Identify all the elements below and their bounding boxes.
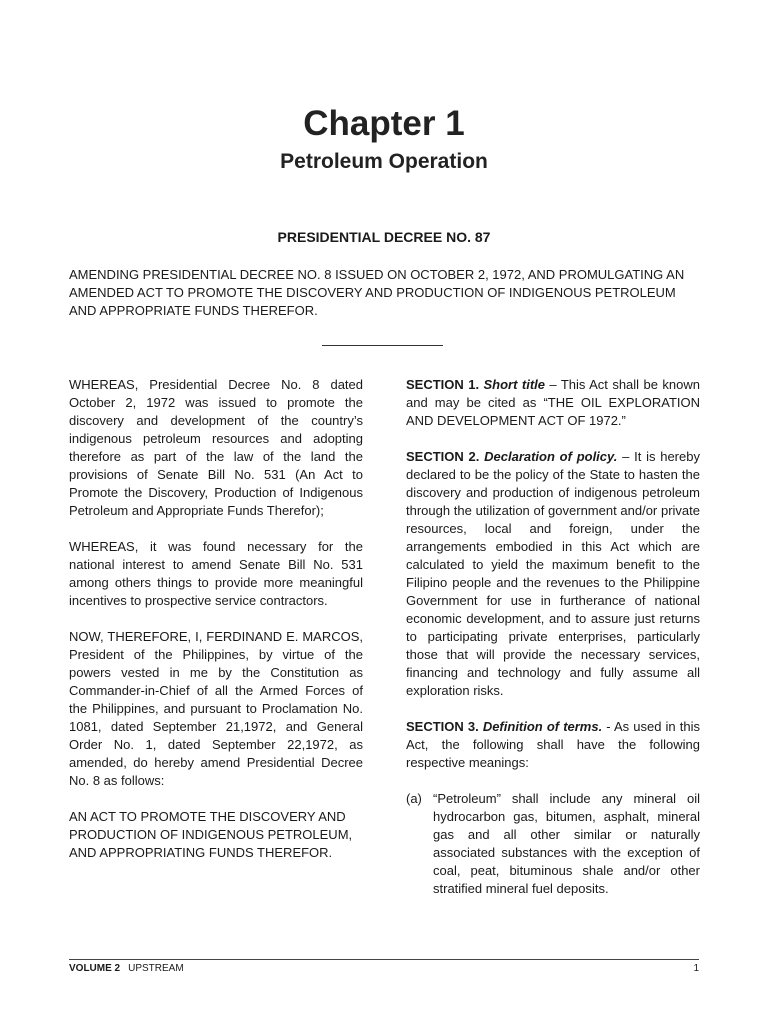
section-3-body: - As used in this Act, the following shall have the following respective meanings: — [406, 719, 700, 770]
definition-marker: (a) — [406, 791, 422, 806]
whereas-paragraph-1: WHEREAS, Presidential Decree No. 8 dated October 2, 1972 was issued to promote the discovery and development of the country’s indigenous petroleum resources and adopting therefore as part of the law of the land the provisions of Senate Bill No. 531 (An Act to Promote the Discovery, Production of Indigenous Petroleum and Appropriate Funds Therefor); — [69, 377, 363, 518]
page-number: 1 — [693, 963, 699, 974]
now-therefore-paragraph: NOW, THEREFORE, I, FERDINAND E. MARCOS, President of the Philippines, by virtue of the powers vested in me by the Constitution as Commander-in-Chief of all the Armed Forces of the Philippines, and pursuant to Proclamation No. 1081, dated September 21,1972, and General Order No. 1, dated September 22,1972, as amended, do hereby amend Presidential Decree No. 8 as follows: — [69, 629, 363, 788]
section-3-heading: SECTION 3. — [406, 719, 479, 734]
footer-left — [69, 963, 184, 974]
chapter-subtitle: Petroleum Operation — [280, 150, 488, 173]
section-2 — [406, 448, 700, 700]
right-column — [406, 376, 700, 898]
footer — [69, 963, 699, 974]
definition-text: “Petroleum” shall include any mineral oil hydrocarbon gas, bitumen, asphalt, mineral gas and all other similar or naturally associated substances with the exception of coal, peat, bituminous shale and/or other stratified mineral fuel deposits. — [433, 791, 700, 896]
section-3 — [406, 718, 700, 772]
chapter-title: Chapter 1 — [303, 104, 465, 143]
footer-rule — [69, 959, 699, 960]
footer-section: UPSTREAM — [128, 963, 184, 974]
section-1-heading: SECTION 1. — [406, 377, 480, 392]
footer-volume: VOLUME 2 — [69, 963, 121, 974]
section-1-body: – This Act shall be known and may be cited as “THE OIL EXPLORATION AND DEVELOPMENT ACT OF 1972.” — [406, 377, 700, 428]
section-2-title: Declaration of policy. — [484, 449, 618, 464]
whereas-paragraph-2: WHEREAS, it was found necessary for the national interest to amend Senate Bill No. 531 among others things to provide more meaningful incentives to prospective service contractors. — [69, 539, 363, 608]
definition-item — [406, 790, 700, 898]
divider — [322, 345, 443, 346]
act-title-paragraph: AN ACT TO PROMOTE THE DISCOVERY AND PRODUCTION OF INDIGENOUS PETROLEUM, AND APPROPRIATING FUNDS THEREFOR. — [69, 809, 353, 860]
section-1 — [406, 376, 700, 430]
section-2-heading: SECTION 2. — [406, 449, 480, 464]
decree-intro: AMENDING PRESIDENTIAL DECREE NO. 8 ISSUED ON OCTOBER 2, 1972, AND PROMULGATING AN AMENDED ACT TO PROMOTE THE DISCOVERY AND PRODUCTION OF INDIGENOUS PETROLEUM AND APPROPRIATE FUNDS THEREFOR. — [69, 267, 685, 318]
section-3-title: Definition of terms. — [482, 719, 603, 734]
decree-number: PRESIDENTIAL DECREE NO. 87 — [277, 229, 491, 245]
section-2-body: – It is hereby declared to be the policy of the State to hasten the discovery and production of indigenous petroleum through the utilization of government and/or private resources, local and foreign, under the arrangements embodied in this Act which are calculated to yield the maximum benefit to the Filipino people and the revenues to the Philippine Government for use in furtherance of national economic development, and to assure just returns to participating private enterprises, particularly those that will provide the necessary services, financing and technology and fully assume all exploration risks. — [406, 449, 700, 698]
section-1-title: Short title — [483, 377, 545, 392]
left-column — [69, 376, 363, 880]
